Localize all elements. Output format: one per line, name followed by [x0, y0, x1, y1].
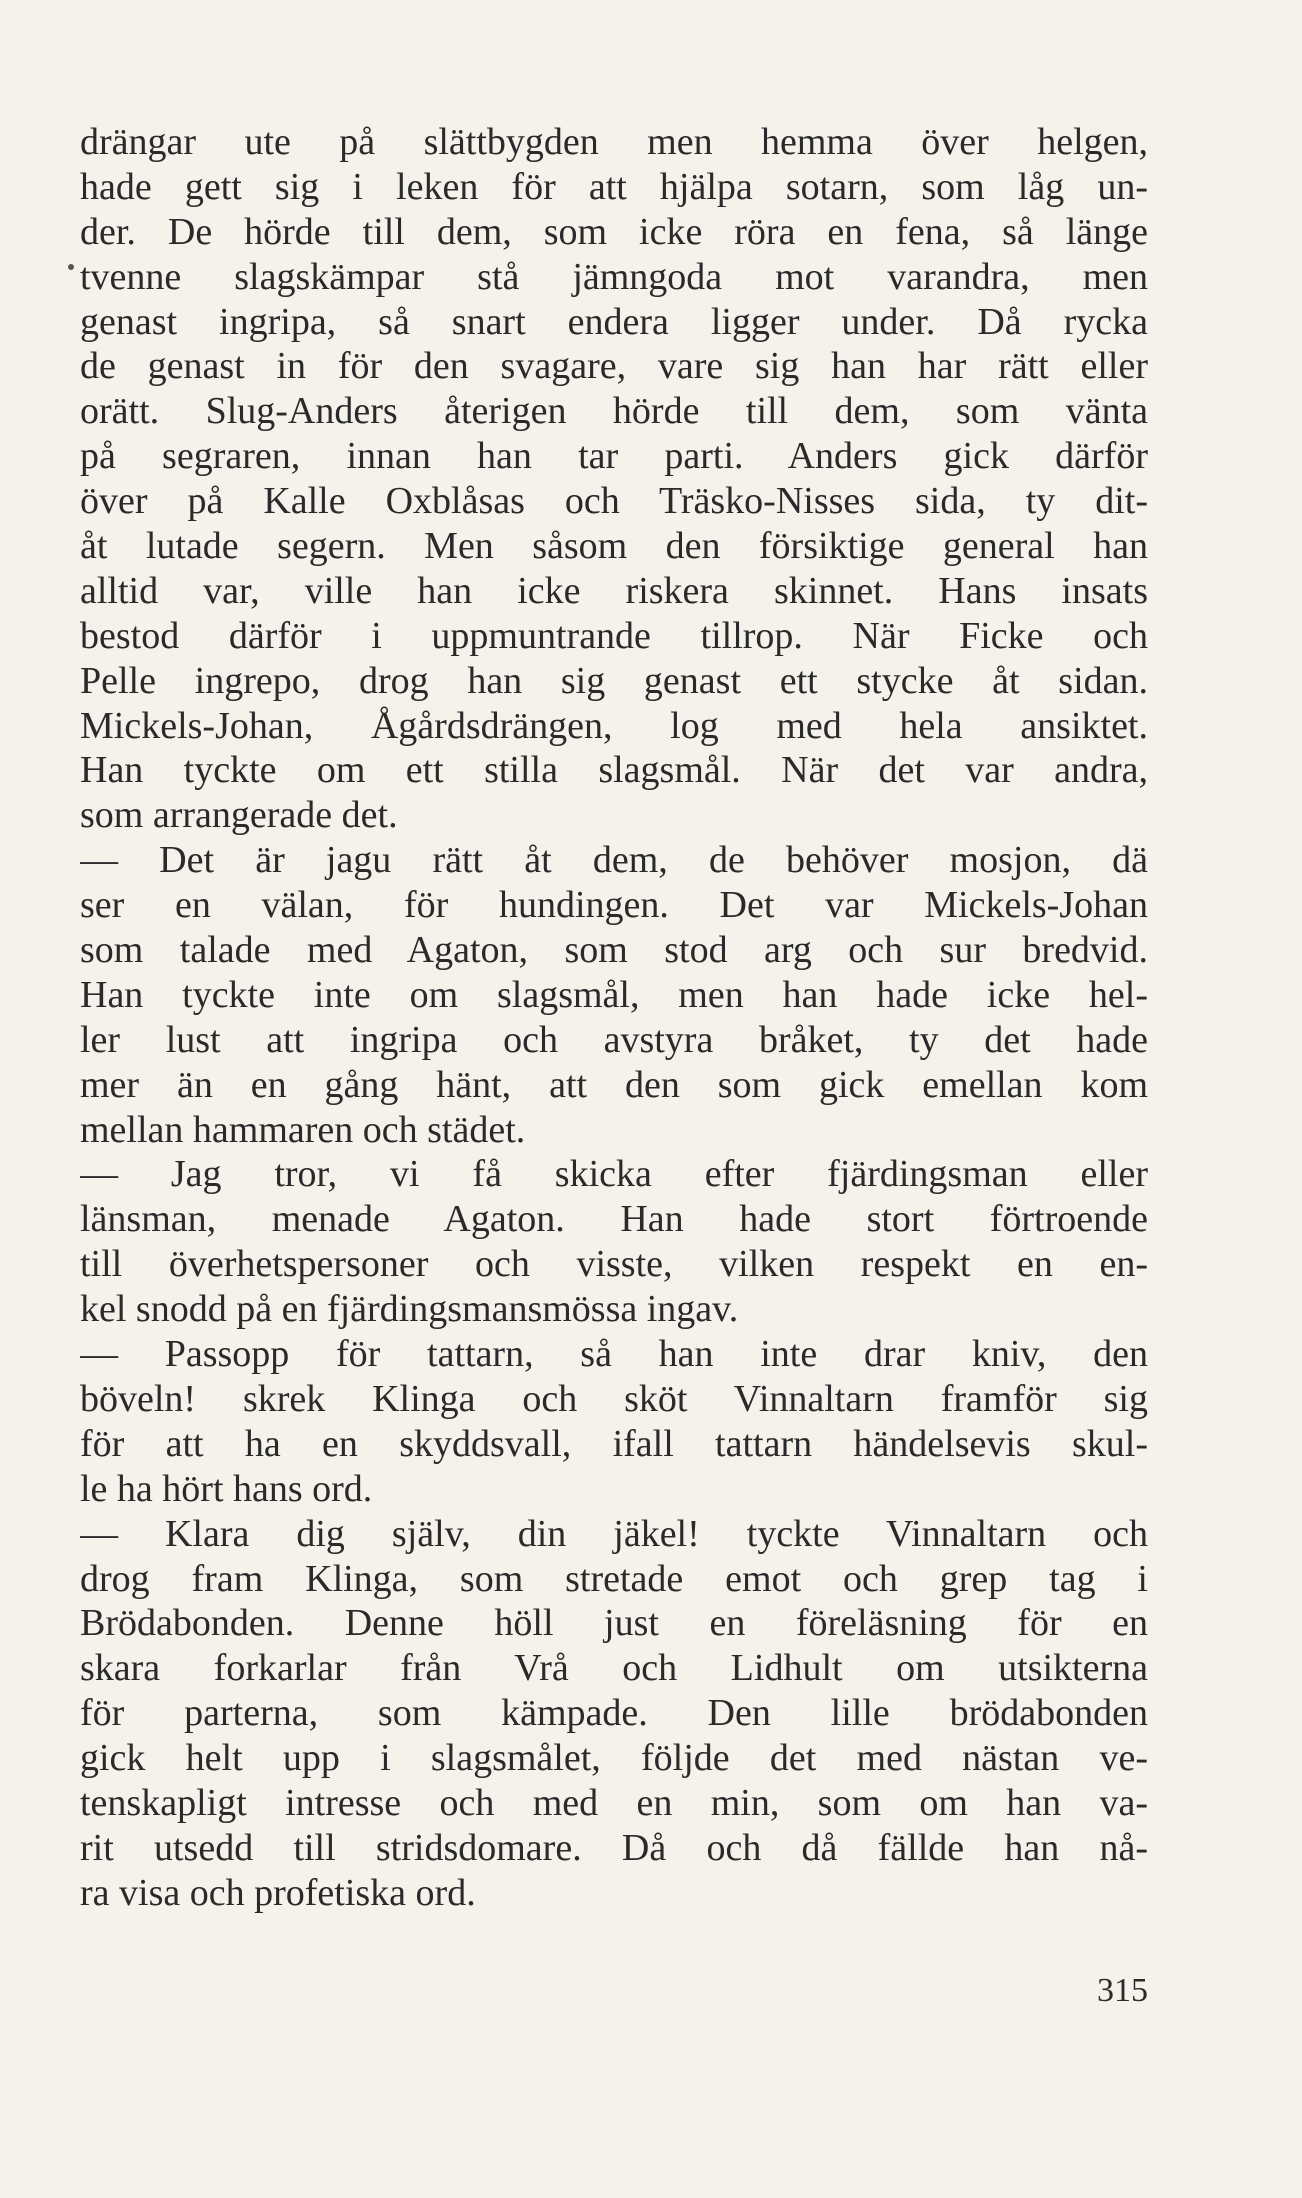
page-number: 315 — [1097, 1972, 1148, 2009]
text-line: der. De hörde till dem, som icke röra en fena, så länge — [80, 210, 1148, 253]
text-line: — Det är jagu rätt åt dem, de behöver mosjon, dä — [80, 839, 1148, 882]
text-line: — Jag tror, vi få skicka efter fjärdingsman eller — [80, 1153, 1148, 1196]
body-text — [80, 120, 1148, 1916]
text-line: le ha hört hans ord. — [80, 1467, 373, 1510]
text-line: Brödabonden. Denne höll just en föreläsning för en — [80, 1602, 1148, 1645]
text-line: för parterna, som kämpade. Den lille brödabonden — [80, 1692, 1148, 1735]
text-line: ler lust att ingripa och avstyra bråket, ty det hade — [80, 1018, 1148, 1061]
text-line: drog fram Klinga, som stretade emot och grep tag i — [80, 1557, 1148, 1600]
text-line: alltid var, ville han icke riskera skinnet. Hans insats — [80, 569, 1148, 612]
text-line: — Klara dig själv, din jäkel! tyckte Vinnaltarn och — [80, 1512, 1148, 1555]
text-line: bestod därför i uppmuntrande tillrop. När Ficke och — [80, 614, 1148, 657]
text-line: genast ingripa, så snart endera ligger under. Då rycka — [80, 300, 1148, 343]
text-line: åt lutade segern. Men såsom den försiktige general han — [80, 525, 1148, 568]
text-line: som arrangerade det. — [80, 794, 398, 837]
text-line: skara forkarlar från Vrå och Lidhult om utsikterna — [80, 1647, 1148, 1690]
text-line: tvenne slagskämpar stå jämngoda mot varandra, men — [80, 255, 1148, 298]
text-line: Mickels-Johan, Ågårdsdrängen, log med hela ansiktet. — [80, 704, 1148, 747]
text-line: drängar ute på slättbygden men hemma över helgen, — [80, 121, 1148, 163]
text-line: orätt. Slug-Anders återigen hörde till dem, som vänta — [80, 390, 1148, 433]
text-line: mellan hammaren och städet. — [80, 1108, 526, 1151]
text-line: gick helt upp i slagsmålet, följde det med nästan ve- — [80, 1737, 1148, 1780]
text-line: — Passopp för tattarn, så han inte drar kniv, den — [80, 1333, 1148, 1376]
text-line: Han tyckte om ett stilla slagsmål. När det var andra, — [80, 749, 1148, 792]
text-line: för att ha en skyddsvall, ifall tattarn händelsevis skul- — [80, 1422, 1148, 1465]
text-line: länsman, menade Agaton. Han hade stort förtroende — [80, 1198, 1148, 1241]
text-line: tenskapligt intresse och med en min, som om han va- — [80, 1781, 1148, 1824]
margin-mark — [68, 264, 74, 270]
text-line: på segraren, innan han tar parti. Anders gick därför — [80, 435, 1148, 478]
text-line: till överhetspersoner och visste, vilken respekt en en- — [80, 1243, 1148, 1286]
text-line: Han tyckte inte om slagsmål, men han hade icke hel- — [80, 973, 1148, 1016]
text-line: mer än en gång hänt, att den som gick emellan kom — [80, 1063, 1148, 1106]
text-line: de genast in för den svagare, vare sig han har rätt eller — [80, 345, 1148, 388]
text-line: rit utsedd till stridsdomare. Då och då fällde han nå- — [80, 1826, 1148, 1869]
text-line: böveln! skrek Klinga och sköt Vinnaltarn framför sig — [80, 1377, 1148, 1420]
text-line: Pelle ingrepo, drog han sig genast ett stycke åt sidan. — [80, 659, 1148, 702]
text-line: hade gett sig i leken för att hjälpa sotarn, som låg un- — [80, 165, 1148, 208]
text-line: ser en välan, för hundingen. Det var Mickels-Johan — [80, 884, 1148, 927]
text-line: kel snodd på en fjärdingsmansmössa ingav. — [80, 1288, 739, 1331]
text-line: över på Kalle Oxblåsas och Träsko-Nisses sida, ty dit- — [80, 480, 1148, 523]
text-line: ra visa och profetiska ord. — [80, 1871, 476, 1914]
text-line: som talade med Agaton, som stod arg och sur bredvid. — [80, 929, 1148, 972]
